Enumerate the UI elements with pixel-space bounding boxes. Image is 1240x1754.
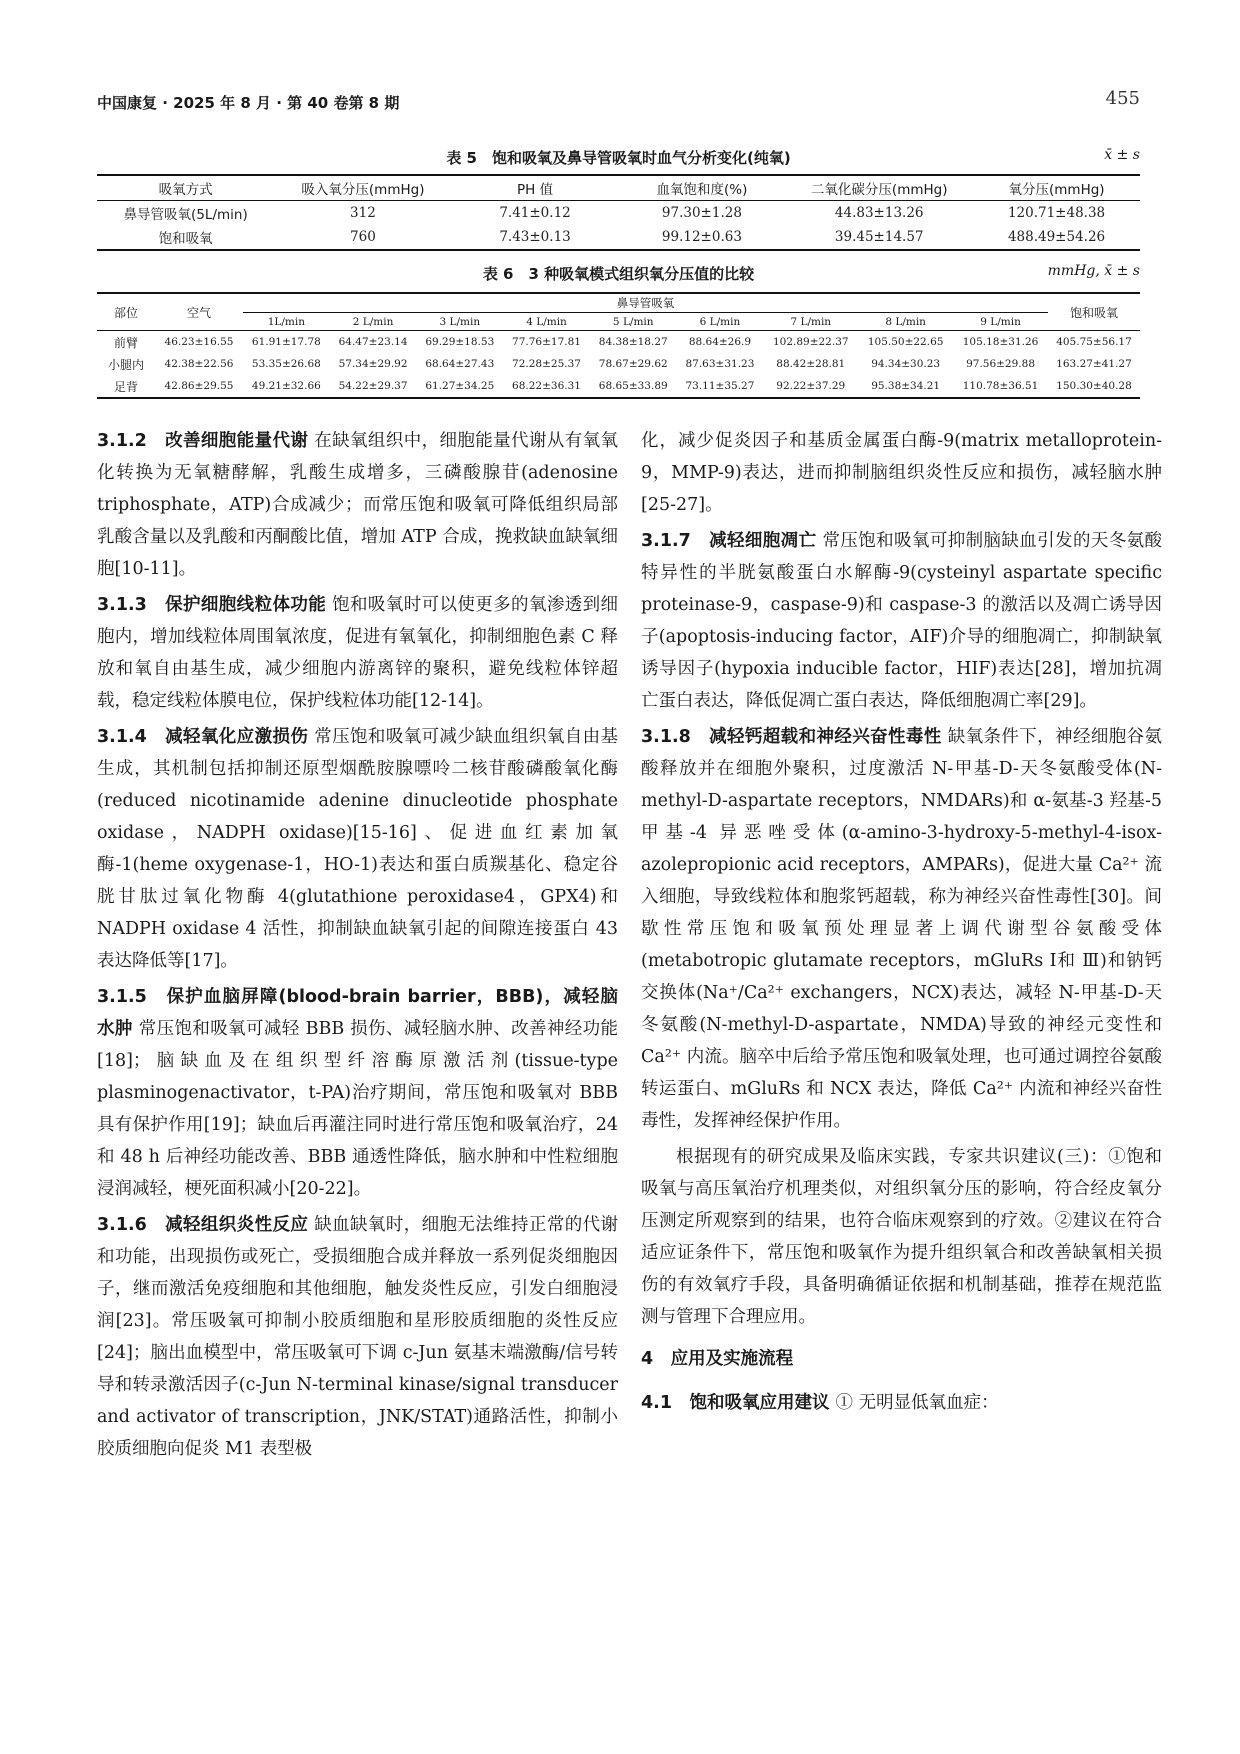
table-cell: 99.12±0.63 bbox=[661, 229, 742, 245]
table6-flow-header: 1L/min bbox=[267, 315, 305, 328]
table-cell: 105.50±22.65 bbox=[867, 336, 944, 348]
table-cell: 61.91±17.78 bbox=[251, 336, 321, 348]
table-cell: 95.38±34.21 bbox=[871, 380, 941, 392]
table-cell: 68.64±27.43 bbox=[425, 358, 495, 370]
paragraph-3-1-7 bbox=[641, 525, 1162, 717]
table-cell: 87.63±31.23 bbox=[685, 358, 755, 370]
table-cell: 7.43±0.13 bbox=[499, 229, 571, 245]
table6-flow-header: 5 L/min bbox=[612, 315, 654, 328]
table6-flow-header: 7 L/min bbox=[790, 315, 832, 328]
table5-caption-row bbox=[97, 147, 1140, 169]
table6-flow-header: 8 L/min bbox=[885, 315, 926, 328]
section-4-heading: 4 应用及实施流程 bbox=[641, 1349, 794, 1369]
section-heading: 3.1.5 保护血脑屏障(blood-brain barrier，BBB)，减轻脑水肿 bbox=[97, 987, 618, 1039]
table6-header-site: 部位 bbox=[113, 305, 138, 320]
table-cell: 39.45±14.57 bbox=[834, 229, 924, 245]
running-header bbox=[97, 88, 1140, 118]
table-row bbox=[97, 331, 1140, 354]
paragraph-3-1-3 bbox=[97, 589, 618, 717]
left-column bbox=[97, 425, 618, 1469]
table6-header-group: 鼻导管吸氧 bbox=[243, 293, 1048, 313]
section-heading: 3.1.3 保护细胞线粒体功能 bbox=[97, 595, 327, 615]
table-cell: 64.47±23.14 bbox=[338, 336, 408, 348]
table-cell: 足背 bbox=[113, 379, 138, 394]
paragraph-text: 缺血缺氧时，细胞无法维持正常的代谢和功能，出现损伤或死亡，受损细胞合成并释放一系列促炎细胞因子，继而激活免疫细胞和其他细胞，触发炎性反应，引发白细胞浸润[23]。常压吸氧可抑制小胶质细胞和星形胶质细胞的炎性反应[24]；脑出血模型中，常压吸氧可下调 c-Jun 氨基末端激酶/信号转导和转录激活因子(c-Jun N-terminal kinase/signal transducer and activator of transcription，JNK/STAT)通路活性，抑制小胶质细胞向促炎 M1 表型极 bbox=[97, 1215, 619, 1459]
table-cell: 84.38±18.27 bbox=[598, 336, 668, 348]
table-cell: 小腿内 bbox=[107, 357, 144, 372]
table5-header-cell: PH 值 bbox=[516, 182, 554, 198]
table-cell: 69.29±18.53 bbox=[425, 336, 495, 348]
table6-flow-header: 6 L/min bbox=[699, 315, 741, 328]
table6-flow-header: 2 L/min bbox=[352, 315, 394, 328]
table-cell: 61.27±34.25 bbox=[425, 380, 495, 392]
table-row bbox=[97, 201, 1140, 226]
table-cell: 72.28±25.37 bbox=[512, 358, 581, 370]
section-heading: 4.1 饱和吸氧应用建议 bbox=[641, 1393, 830, 1413]
table-cell: 760 bbox=[350, 229, 376, 245]
paragraph-3-1-8 bbox=[641, 721, 1162, 1137]
table6-header-saturated: 饱和吸氧 bbox=[1069, 305, 1118, 320]
table-cell: 54.22±29.37 bbox=[338, 380, 408, 392]
paragraph-text: 缺氧条件下，神经细胞谷氨酸释放并在细胞外聚积，过度激活 N-甲基-D-天冬氨酸受体(N-methyl-D-aspartate receptors，NMDARs)和 α-氨基-3 羟基-5 甲基-4 异恶唑受体(α-amino-3-hydroxy-5-methyl-4-isox-azolepropionic acid receptors，AMPARs)，促进大量 Ca²⁺ 流入细胞，导致线粒体和胞浆钙超载，称为神经兴奋性毒性[30]。间歇性常压饱和吸氧预处理显著上调代谢型谷氨酸受体(metabotropic glutamate receptors，mGluRs Ⅰ和 Ⅲ)和钠钙交换体(Na⁺/Ca²⁺ exchangers，NCX)表达，减轻 N-甲基-D-天冬氨酸(N-methyl-D-aspartate，NMDA)导致的神经元变性和 Ca²⁺ 内流。脑卒中后给予常压饱和吸氧处理，也可通过调控谷氨酸转运蛋白、mGluRs 和 NCX 表达，降低 Ca²⁺ 内流和神经兴奋性毒性，发挥神经保护作用。 bbox=[641, 727, 1163, 1131]
table5-header-cell: 吸入氧分压(mmHg) bbox=[301, 182, 425, 198]
table6-flow-header: 4 L/min bbox=[526, 315, 567, 328]
table-cell: 97.30±1.28 bbox=[661, 205, 742, 221]
consensus-paragraph: 根据现有的研究成果及临床实践，专家共识建议(三)：①饱和吸氧与高压氧治疗机理类似，对组织氧分压的影响，符合经皮氧分压测定所观察到的结果，也符合临床观察到的疗效。②建议在符合适应证条件下，常压饱和吸氧作为提升组织氧合和改善缺氧相关损伤的有效氧疗手段，具备明确循证依据和机制基础，推荐在规范监测与管理下合理应用。 bbox=[641, 1147, 1162, 1327]
table6-header-row bbox=[97, 293, 1140, 313]
table-cell: 102.89±22.37 bbox=[772, 336, 849, 348]
table-cell: 42.86±29.55 bbox=[164, 380, 234, 392]
paragraph-text: 常压饱和吸氧可减轻 BBB 损伤、减轻脑水肿、改善神经功能[18]；脑缺血及在组织型纤溶酶原激活剂(tissue-type plasminogenactivator，t-PA)治疗期间，常压饱和吸氧对 BBB 具有保护作用[19]；缺血后再灌注同时进行常压饱和吸氧治疗，24 和 48 h 后神经功能改善、BBB 通透性降低，脑水肿和中性粒细胞浸润减轻，梗死面积减小[20-22]。 bbox=[97, 1019, 618, 1199]
table5 bbox=[97, 174, 1140, 251]
table-cell: 44.83±13.26 bbox=[834, 205, 924, 221]
paragraph-4-1 bbox=[641, 1387, 1162, 1419]
table6-flow-header: 3 L/min bbox=[439, 315, 481, 328]
table-cell: 120.71±48.38 bbox=[1007, 205, 1106, 221]
table5-unit: x̄ ± s bbox=[1104, 147, 1140, 163]
table-cell: 42.38±22.56 bbox=[164, 358, 234, 370]
section-heading: 3.1.7 减轻细胞凋亡 bbox=[641, 531, 817, 551]
table5-caption: 表 5 饱和吸氧及鼻导管吸氧时血气分析变化(纯氧) bbox=[446, 149, 791, 167]
table-cell: 88.64±26.9 bbox=[688, 336, 752, 348]
table6-unit: mmHg, x̄ ± s bbox=[1047, 263, 1140, 279]
section-heading: 3.1.4 减轻氧化应激损伤 bbox=[97, 727, 309, 747]
table-cell: 49.21±32.66 bbox=[251, 380, 321, 392]
paragraph-text: ① 无明显低氧血症： bbox=[835, 1393, 999, 1413]
table-row bbox=[97, 225, 1140, 250]
table-cell: 78.67±29.62 bbox=[598, 358, 668, 370]
table5-header-row bbox=[97, 175, 1140, 201]
right-column bbox=[641, 425, 1162, 1423]
paragraph-3-1-6-continued: 化，减少促炎因子和基质金属蛋白酶-9(matrix metalloprotein-9，MMP-9)表达，进而抑制脑组织炎性反应和损伤，减轻脑水肿[25-27]。 bbox=[641, 431, 1162, 515]
table-cell: 7.41±0.12 bbox=[499, 205, 571, 221]
section-heading: 3.1.8 减轻钙超载和神经兴奋性毒性 bbox=[641, 727, 942, 747]
paragraph-text: 在缺氧组织中，细胞能量代谢从有氧氧化转换为无氧糖酵解，乳酸生成增多，三磷酸腺苷(adenosine triphosphate，ATP)合成减少；而常压饱和吸氧可降低组织局部乳酸含量以及乳酸和丙酮酸比值，增加 ATP 合成，挽救缺血缺氧细胞[10-11]。 bbox=[97, 431, 619, 579]
table5-header-cell: 氧分压(mmHg) bbox=[1008, 182, 1105, 198]
table6-subheader-row bbox=[97, 313, 1140, 331]
paragraph-text: 常压饱和吸氧可抑制脑缺血引发的天冬氨酸特异性的半胱氨酸蛋白水解酶-9(cysteinyl aspartate specific proteinase-9，caspase-9)和 caspase-3 的激活以及凋亡诱导因子(apoptosis-inducing factor，AIF)介导的细胞凋亡，抑制缺氧诱导因子(hypoxia inducible factor，HIF)表达[28]，增加抗凋亡蛋白表达，降低促凋亡蛋白表达，降低细胞凋亡率[29]。 bbox=[641, 531, 1163, 711]
paragraph-text: 常压饱和吸氧可减少缺血组织氧自由基生成，其机制包括抑制还原型烟酰胺腺嘌呤二核苷酸磷酸氧化酶(reduced nicotinamide adenine dinucleotide phosphate oxidase，NADPH oxidase)[15-16]、促进血红素加氧酶-1(heme oxygenase-1，HO-1)表达和蛋白质羰基化、稳定谷胱甘肽过氧化物酶 4(glutathione peroxidase4，GPX4)和 NADPH oxidase 4 活性，抑制缺血缺氧引起的间隙连接蛋白 43 表达降低等[17]。 bbox=[97, 727, 619, 971]
table6-caption: 表 6 3 种吸氧模式组织氧分压值的比较 bbox=[482, 265, 755, 283]
table5-header-cell: 二氧化碳分压(mmHg) bbox=[810, 182, 948, 198]
paragraph-text: 饱和吸氧时可以使更多的氧渗透到细胞内，增加线粒体周围氧浓度，促进有氧氧化，抑制细胞色素 C 释放和氧自由基生成，减少细胞内游离锌的聚积，避免线粒体锌超载，稳定线粒体膜电位，保护线粒体功能[12-14]。 bbox=[97, 595, 619, 711]
table-cell: 110.78±36.51 bbox=[962, 380, 1039, 392]
table6-header-air: 空气 bbox=[186, 305, 211, 320]
table-cell: 饱和吸氧 bbox=[158, 231, 213, 247]
table-row bbox=[97, 353, 1140, 375]
table6-caption-row bbox=[97, 263, 1140, 285]
table5-header-cell: 血氧饱和度(%) bbox=[656, 182, 748, 198]
table6 bbox=[97, 292, 1140, 399]
journal-info: 中国康复 · 2025 年 8 月 · 第 40 卷第 8 期 bbox=[97, 94, 400, 112]
table-cell: 405.75±56.17 bbox=[1056, 336, 1132, 348]
table-cell: 68.65±33.89 bbox=[598, 380, 668, 392]
table-cell: 57.34±29.92 bbox=[338, 358, 408, 370]
table-cell: 88.42±28.81 bbox=[776, 358, 846, 370]
table-cell: 488.49±54.26 bbox=[1007, 229, 1106, 245]
table-cell: 68.22±36.31 bbox=[512, 380, 581, 392]
table-cell: 77.76±17.81 bbox=[512, 336, 581, 348]
table5-header-cell: 吸氧方式 bbox=[158, 182, 213, 198]
table6-flow-header: 9 L/min bbox=[980, 315, 1021, 328]
table-cell: 312 bbox=[350, 205, 376, 221]
paragraph-3-1-2 bbox=[97, 425, 618, 585]
table-cell: 92.22±37.29 bbox=[776, 380, 846, 392]
table-cell: 73.11±35.27 bbox=[685, 380, 755, 392]
table-cell: 163.27±41.27 bbox=[1056, 358, 1132, 370]
table-cell: 46.23±16.55 bbox=[164, 336, 234, 348]
table-cell: 鼻导管吸氧(5L/min) bbox=[123, 207, 248, 223]
section-heading: 3.1.2 改善细胞能量代谢 bbox=[97, 431, 309, 451]
paragraph-3-1-5 bbox=[97, 981, 618, 1205]
table-cell: 前臂 bbox=[113, 335, 138, 350]
table-cell: 94.34±30.23 bbox=[871, 358, 941, 370]
table-row bbox=[97, 375, 1140, 398]
table-cell: 105.18±31.26 bbox=[962, 336, 1039, 348]
section-heading: 3.1.6 减轻组织炎性反应 bbox=[97, 1215, 309, 1235]
page-number: 455 bbox=[1105, 88, 1140, 109]
table-cell: 97.56±29.88 bbox=[966, 358, 1035, 370]
paragraph-3-1-6 bbox=[97, 1209, 618, 1465]
paragraph-3-1-4 bbox=[97, 721, 618, 977]
table-cell: 53.35±26.68 bbox=[251, 358, 321, 370]
table-cell: 150.30±40.28 bbox=[1056, 380, 1132, 392]
